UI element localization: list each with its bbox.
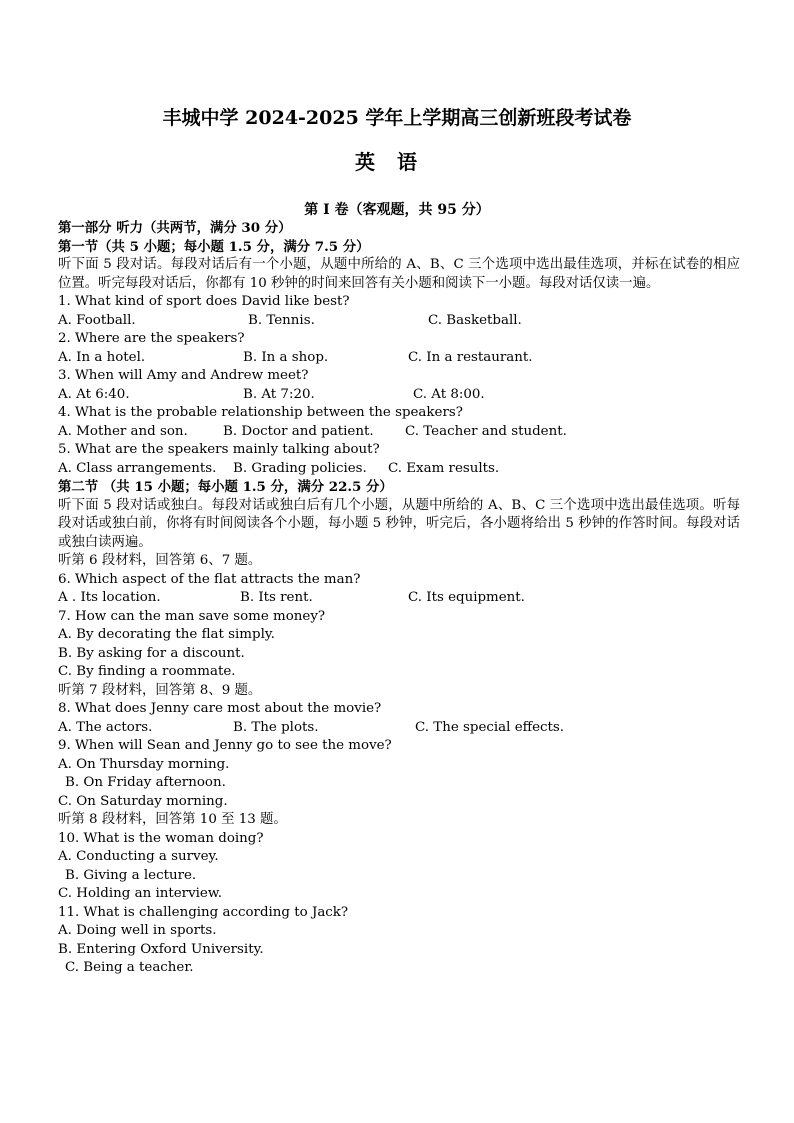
question-8: 8. What does Jenny care most about the movie?: [58, 701, 382, 716]
options-5: [58, 460, 740, 479]
option-c: C. The special effects.: [415, 719, 565, 735]
option-a: A. The actors.: [58, 719, 153, 735]
option-c: C. At 8:00.: [413, 386, 485, 402]
option-a: A. By decorating the flat simply.: [58, 627, 275, 642]
option-b: B. On Friday afternoon.: [65, 775, 226, 790]
question-5: 5. What are the speakers mainly talking about?: [58, 442, 380, 457]
exam-title: 丰城中学 2024-2025 学年上学期高三创新班段考试卷: [162, 107, 632, 129]
question-6: 6. Which aspect of the flat attracts the man?: [58, 571, 361, 587]
options-1: [58, 312, 740, 331]
options-8: [58, 719, 740, 738]
option-a: A. On Thursday morning.: [58, 756, 230, 772]
option-b: B. In a shop.: [243, 349, 329, 365]
option-b: B. The plots.: [233, 719, 319, 735]
option-a: A. Mother and son.: [58, 423, 188, 439]
option-b: B. Grading policies.: [233, 460, 367, 476]
question-11: 11. What is challenging according to Jack?: [58, 904, 349, 920]
options-4: [58, 423, 740, 442]
subject-title: 英语: [355, 150, 439, 174]
option-c: C. Exam results.: [388, 460, 500, 476]
material-8-note: 听第 8 段材料，回答第 10 至 13 题。: [58, 812, 287, 827]
option-c: C. By finding a roommate.: [58, 664, 236, 679]
option-b: B. Doctor and patient.: [223, 423, 374, 439]
option-a: A. Doing well in sports.: [58, 923, 217, 938]
option-b: B. By asking for a discount.: [58, 645, 245, 661]
section1-instructions: 听下面 5 段对话。每段对话后有一个小题，从题中所给的 A、B、C 三个选项中选出最佳选项，并标在试卷的相应位置。听完每段对话后，你都有 10 秒钟的时间来回答有关小题和阅读下一小题。每段对话仅读一遍。: [58, 257, 740, 291]
volume-heading: 第 I 卷（客观题，共 95 分）: [304, 202, 490, 218]
option-c: C. Holding an interview.: [58, 886, 222, 901]
option-a: A . Its location.: [58, 590, 161, 605]
option-a: A. In a hotel.: [58, 349, 146, 365]
option-b: B. Giving a lecture.: [65, 867, 197, 883]
option-c: C. Its equipment.: [408, 590, 525, 605]
option-a: A. Football.: [58, 312, 136, 328]
option-b: B. Its rent.: [240, 590, 313, 605]
exam-body: [58, 219, 740, 978]
part1-heading: 第一部分 听力（共两节，满分 30 分）: [58, 220, 292, 236]
option-c: C. In a restaurant.: [408, 349, 533, 365]
section2-heading: 第二节 （共 15 小题；每小题 1.5 分，满分 22.5 分）: [58, 479, 393, 495]
question-9: 9. When will Sean and Jenny go to see the move?: [58, 738, 392, 753]
option-c: C. Basketball.: [428, 312, 522, 328]
section2-instructions: 听下面 5 段对话或独白。每段对话或独白后有几个小题，从题中所给的 A、B、C 三个选项中选出最佳选项。听每段对话或独白前，你将有时间阅读各个小题，每小题 5 秒钟，听完后，各小题将给出 5 秒钟的作答时间。每段对话或独白读两遍。: [58, 497, 740, 550]
option-b: B. At 7:20.: [243, 386, 315, 402]
section1-heading: 第一节（共 5 小题；每小题 1.5 分，满分 7.5 分）: [58, 238, 370, 255]
option-c: C. Teacher and student.: [405, 423, 567, 439]
option-a: A. Conducting a survey.: [58, 849, 219, 864]
question-1: 1. What kind of sport does David like best?: [58, 294, 350, 309]
option-c: C. Being a teacher.: [65, 960, 194, 975]
question-10: 10. What is the woman doing?: [58, 830, 264, 846]
option-c: C. On Saturday morning.: [58, 793, 228, 809]
option-a: A. Class arrangements.: [58, 460, 217, 476]
option-a: A. At 6:40.: [58, 386, 130, 402]
options-2: [58, 349, 740, 368]
option-b: B. Tennis.: [248, 312, 315, 328]
options-6: [58, 589, 740, 608]
question-7: 7. How can the man save some money?: [58, 608, 326, 624]
question-3: 3. When will Amy and Andrew meet?: [58, 368, 309, 383]
material-6-note: 听第 6 段材料，回答第 6、7 题。: [58, 553, 262, 568]
question-4: 4. What is the probable relationship between the speakers?: [58, 405, 463, 420]
question-2: 2. Where are the speakers?: [58, 331, 245, 346]
option-b: B. Entering Oxford University.: [58, 941, 264, 957]
options-3: [58, 386, 740, 405]
material-7-note: 听第 7 段材料，回答第 8、9 题。: [58, 682, 262, 698]
